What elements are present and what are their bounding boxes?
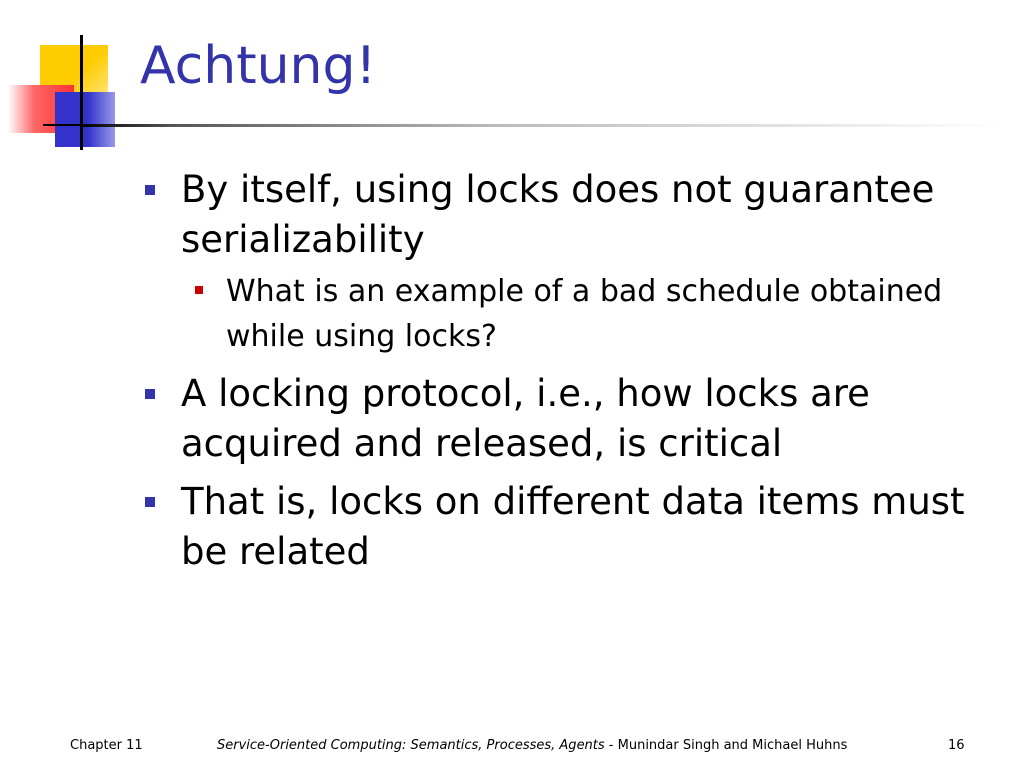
red-square-bullet-icon — [195, 286, 203, 294]
footer-chapter: Chapter 11 — [70, 738, 143, 753]
footer-authors: - Munindar Singh and Michael Huhns — [604, 738, 848, 753]
decorative-squares-logo — [0, 0, 140, 150]
blue-square-bullet-icon — [145, 389, 155, 399]
blue-square — [55, 92, 115, 147]
blue-square-bullet-icon — [145, 185, 155, 195]
footer-page-number: 16 — [948, 738, 965, 753]
bullet-text: A locking protocol, i.e., how locks are acquired and released, is critical — [181, 372, 870, 465]
footer-book-title: Service-Oriented Computing: Semantics, Processes, Agents — [217, 738, 605, 753]
vertical-line — [80, 35, 83, 150]
bullet-item — [145, 477, 965, 577]
bullet-item — [145, 369, 965, 469]
sub-bullet-item — [195, 269, 965, 359]
bullet-item — [145, 165, 965, 265]
blue-square-bullet-icon — [145, 497, 155, 507]
footer-citation — [217, 738, 847, 753]
bullet-text: That is, locks on different data items must be related — [181, 480, 965, 573]
sub-bullet-text: What is an example of a bad schedule obtained while using locks? — [226, 274, 943, 354]
slide-body — [145, 165, 965, 585]
slide-title: Achtung! — [140, 36, 377, 96]
bullet-text: By itself, using locks does not guarantee serializability — [181, 168, 935, 261]
title-underline-rule — [80, 124, 1000, 127]
